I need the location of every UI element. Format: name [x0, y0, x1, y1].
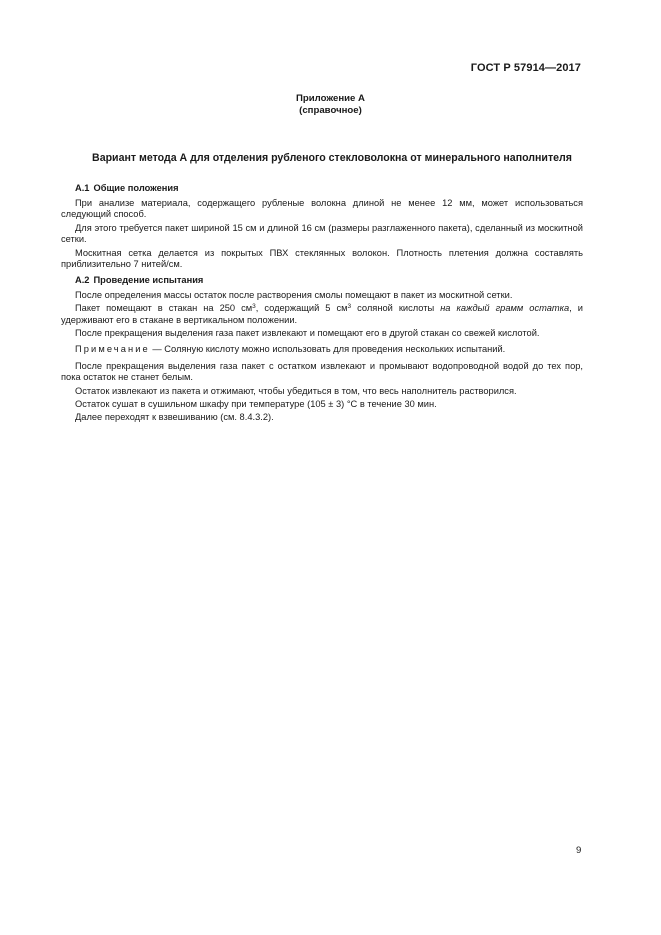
note-text: — Соляную кислоту можно использовать для проведения нескольких испытаний.	[149, 343, 506, 354]
paragraph: Далее переходят к взвешиванию (см. 8.4.3.2).	[75, 411, 274, 422]
paragraph: Остаток сушат в сушильном шкафу при температуре (105 ± 3) °С в течение 30 мин.	[75, 398, 437, 409]
section-title: Проведение испытания	[93, 275, 204, 286]
appendix-heading	[0, 93, 661, 117]
paragraph: Для этого требуется пакет шириной 15 см и длиной 16 см (размеры разглаженного пакета), сделанный из москитной сетки.	[61, 222, 583, 245]
section-a2-heading	[61, 275, 583, 287]
paragraph: После прекращения выделения газа пакет с остатком извлекают и промывают водопроводной водой до тех пор, пока остаток не станет белым.	[61, 360, 583, 383]
note	[61, 344, 583, 356]
section-number: А.1	[75, 183, 90, 193]
note-label: Примечание	[75, 343, 150, 354]
standard-number: ГОСТ Р 57914—2017	[470, 62, 581, 74]
page-number: 9	[576, 845, 582, 856]
paragraph: При анализе материала, содержащего рубленые волокна длиной не менее 12 мм, может использоваться следующий способ.	[61, 197, 583, 220]
appendix-title: Приложение А	[296, 93, 365, 104]
main-title: Вариант метода А для отделения рубленого стекловолокна от минерального наполнителя	[92, 152, 572, 164]
paragraph: Москитная сетка делается из покрытых ПВХ стеклянных волокон. Плотность плетения должна составлять приблизительно 7 нитей/см.	[61, 247, 583, 270]
appendix-subtitle: (справочное)	[299, 105, 362, 116]
paragraph: Остаток извлекают из пакета и отжимают, чтобы убедиться в том, что весь наполнитель растворился.	[75, 385, 517, 396]
paragraph: После прекращения выделения газа пакет извлекают и помещают его в другой стакан со свежей кислотой.	[75, 328, 540, 339]
document-body	[61, 183, 583, 425]
paragraph-with-units: Пакет помещают в стакан на 250 $см^3$, содержащий 5 $см^3$ соляной кислоты на каждый грамм остатка, и удерживают его в стакане в вертикальном положении.	[61, 303, 584, 326]
section-a1-heading	[61, 183, 583, 195]
paragraph: После определения массы остаток после растворения смолы помещают в пакет из москитной сетки.	[75, 290, 513, 301]
section-number: А.2	[75, 275, 90, 286]
section-title: Общие положения	[93, 183, 179, 193]
